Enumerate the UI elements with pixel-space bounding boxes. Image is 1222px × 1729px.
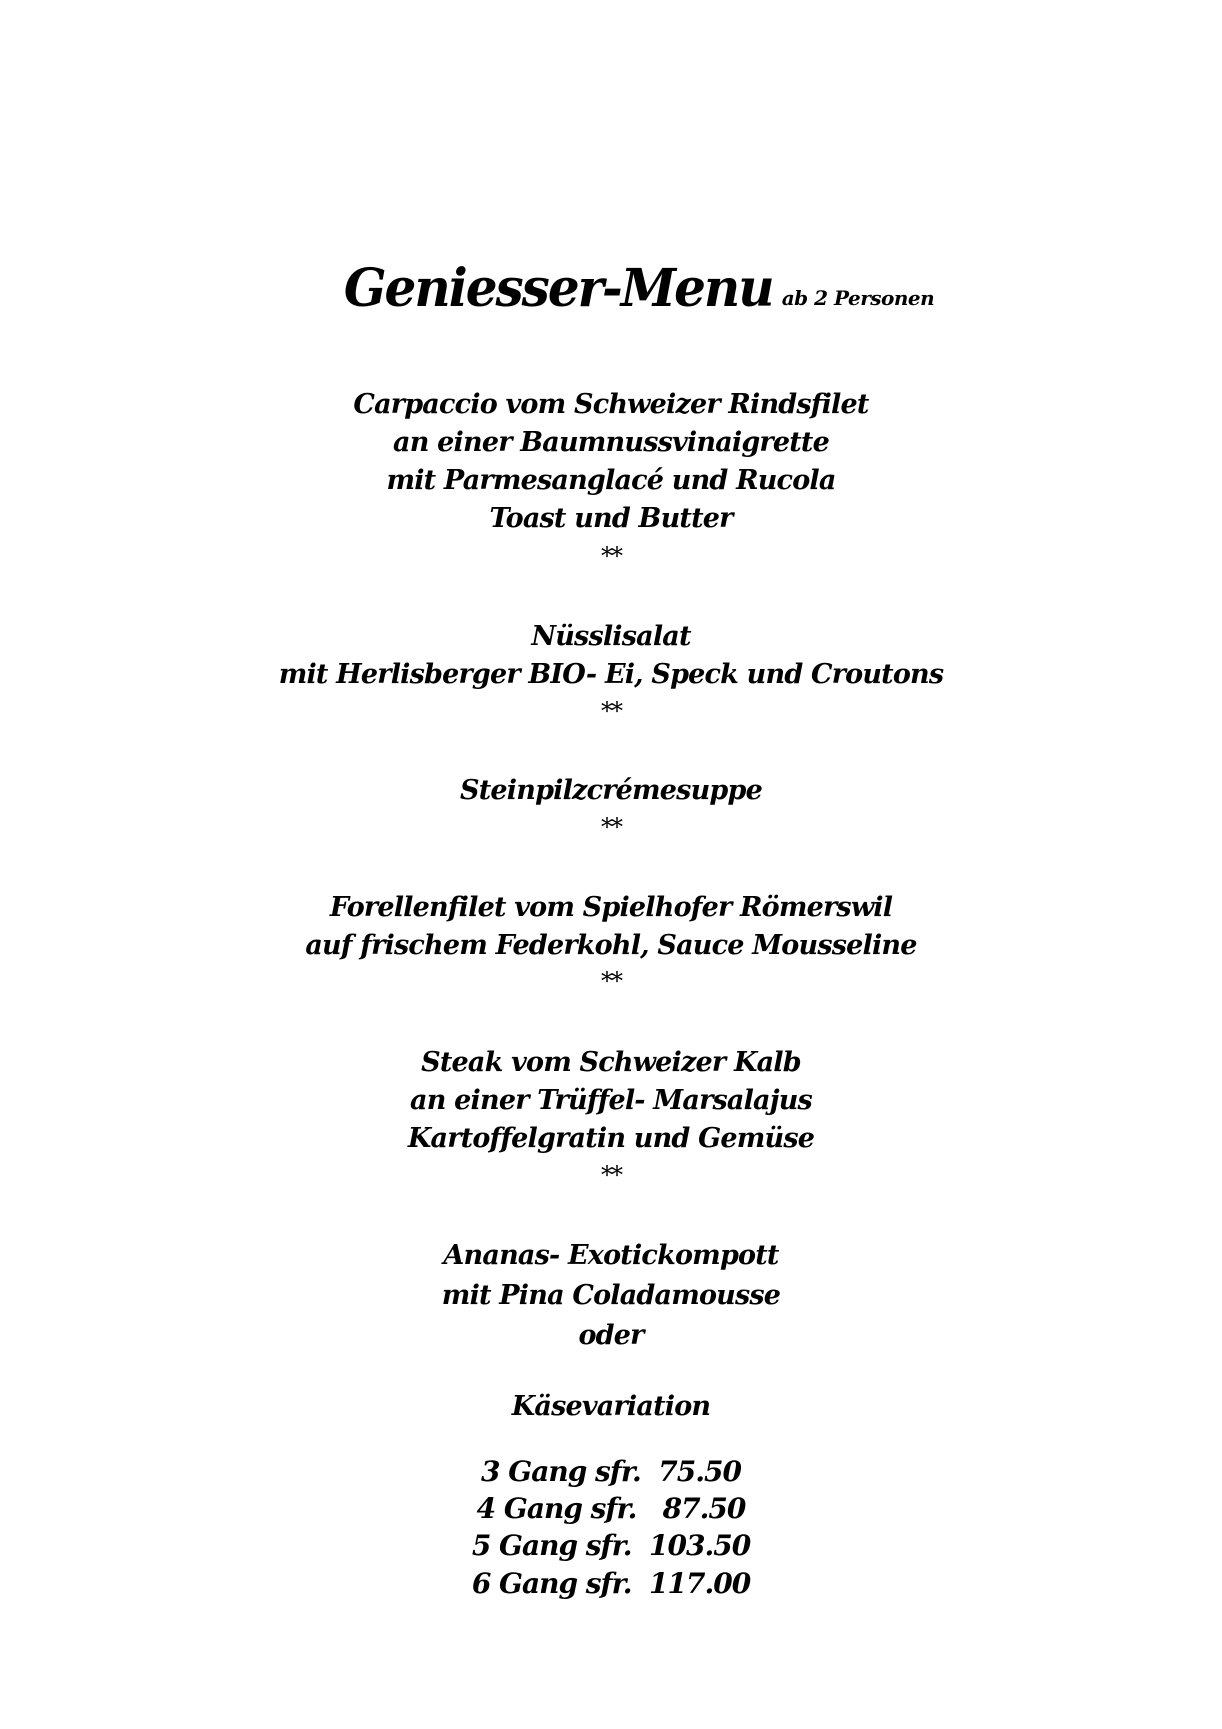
course-1-line-4: Toast und Butter bbox=[489, 503, 733, 534]
course-separator: ** bbox=[601, 697, 621, 725]
course-6-line-3: oder bbox=[578, 1320, 644, 1351]
course-1-line-3: mit Parmesanglacé und Rucola bbox=[386, 465, 836, 496]
course-5-line-2: an einer Trüffel- Marsalajus bbox=[410, 1085, 812, 1116]
menu-title: Geniesser-Menu bbox=[343, 256, 773, 319]
menu-subtitle: ab 2 Personen bbox=[781, 286, 935, 310]
course-5-line-3: Kartoffelgratin und Gemüse bbox=[407, 1123, 815, 1154]
menu-header bbox=[0, 258, 1222, 317]
course-2-line-1: Nüsslisalat bbox=[531, 621, 691, 652]
course-separator: ** bbox=[601, 813, 621, 841]
course-1-line-1: Carpaccio vom Schweizer Rindsfilet bbox=[353, 389, 869, 420]
course-6-line-2: mit Pina Coladamousse bbox=[441, 1280, 781, 1311]
price-5-gang: 5 Gang sfr. 103.50 bbox=[471, 1529, 751, 1562]
course-separator: ** bbox=[601, 967, 621, 995]
course-3-line-1: Steinpilzcrémesuppe bbox=[460, 775, 762, 806]
course-7-line-1: Käsevariation bbox=[511, 1391, 711, 1422]
price-4-gang: 4 Gang sfr. 87.50 bbox=[476, 1492, 746, 1525]
course-5-line-1: Steak vom Schweizer Kalb bbox=[421, 1047, 801, 1078]
course-1-line-2: an einer Baumnussvinaigrette bbox=[393, 427, 829, 458]
course-2-line-2: mit Herlisberger BIO- Ei, Speck und Croutons bbox=[278, 659, 944, 690]
course-separator: ** bbox=[601, 1161, 621, 1189]
course-4-line-2: auf frischem Federkohl, Sauce Mousseline bbox=[305, 930, 917, 961]
price-6-gang: 6 Gang sfr. 117.00 bbox=[471, 1567, 751, 1600]
course-6-line-1: Ananas- Exotickompott bbox=[443, 1240, 779, 1271]
course-separator: ** bbox=[601, 542, 621, 570]
course-4-line-1: Forellenfilet vom Spielhofer Römerswil bbox=[329, 892, 893, 923]
price-3-gang: 3 Gang sfr. 75.50 bbox=[481, 1455, 741, 1488]
